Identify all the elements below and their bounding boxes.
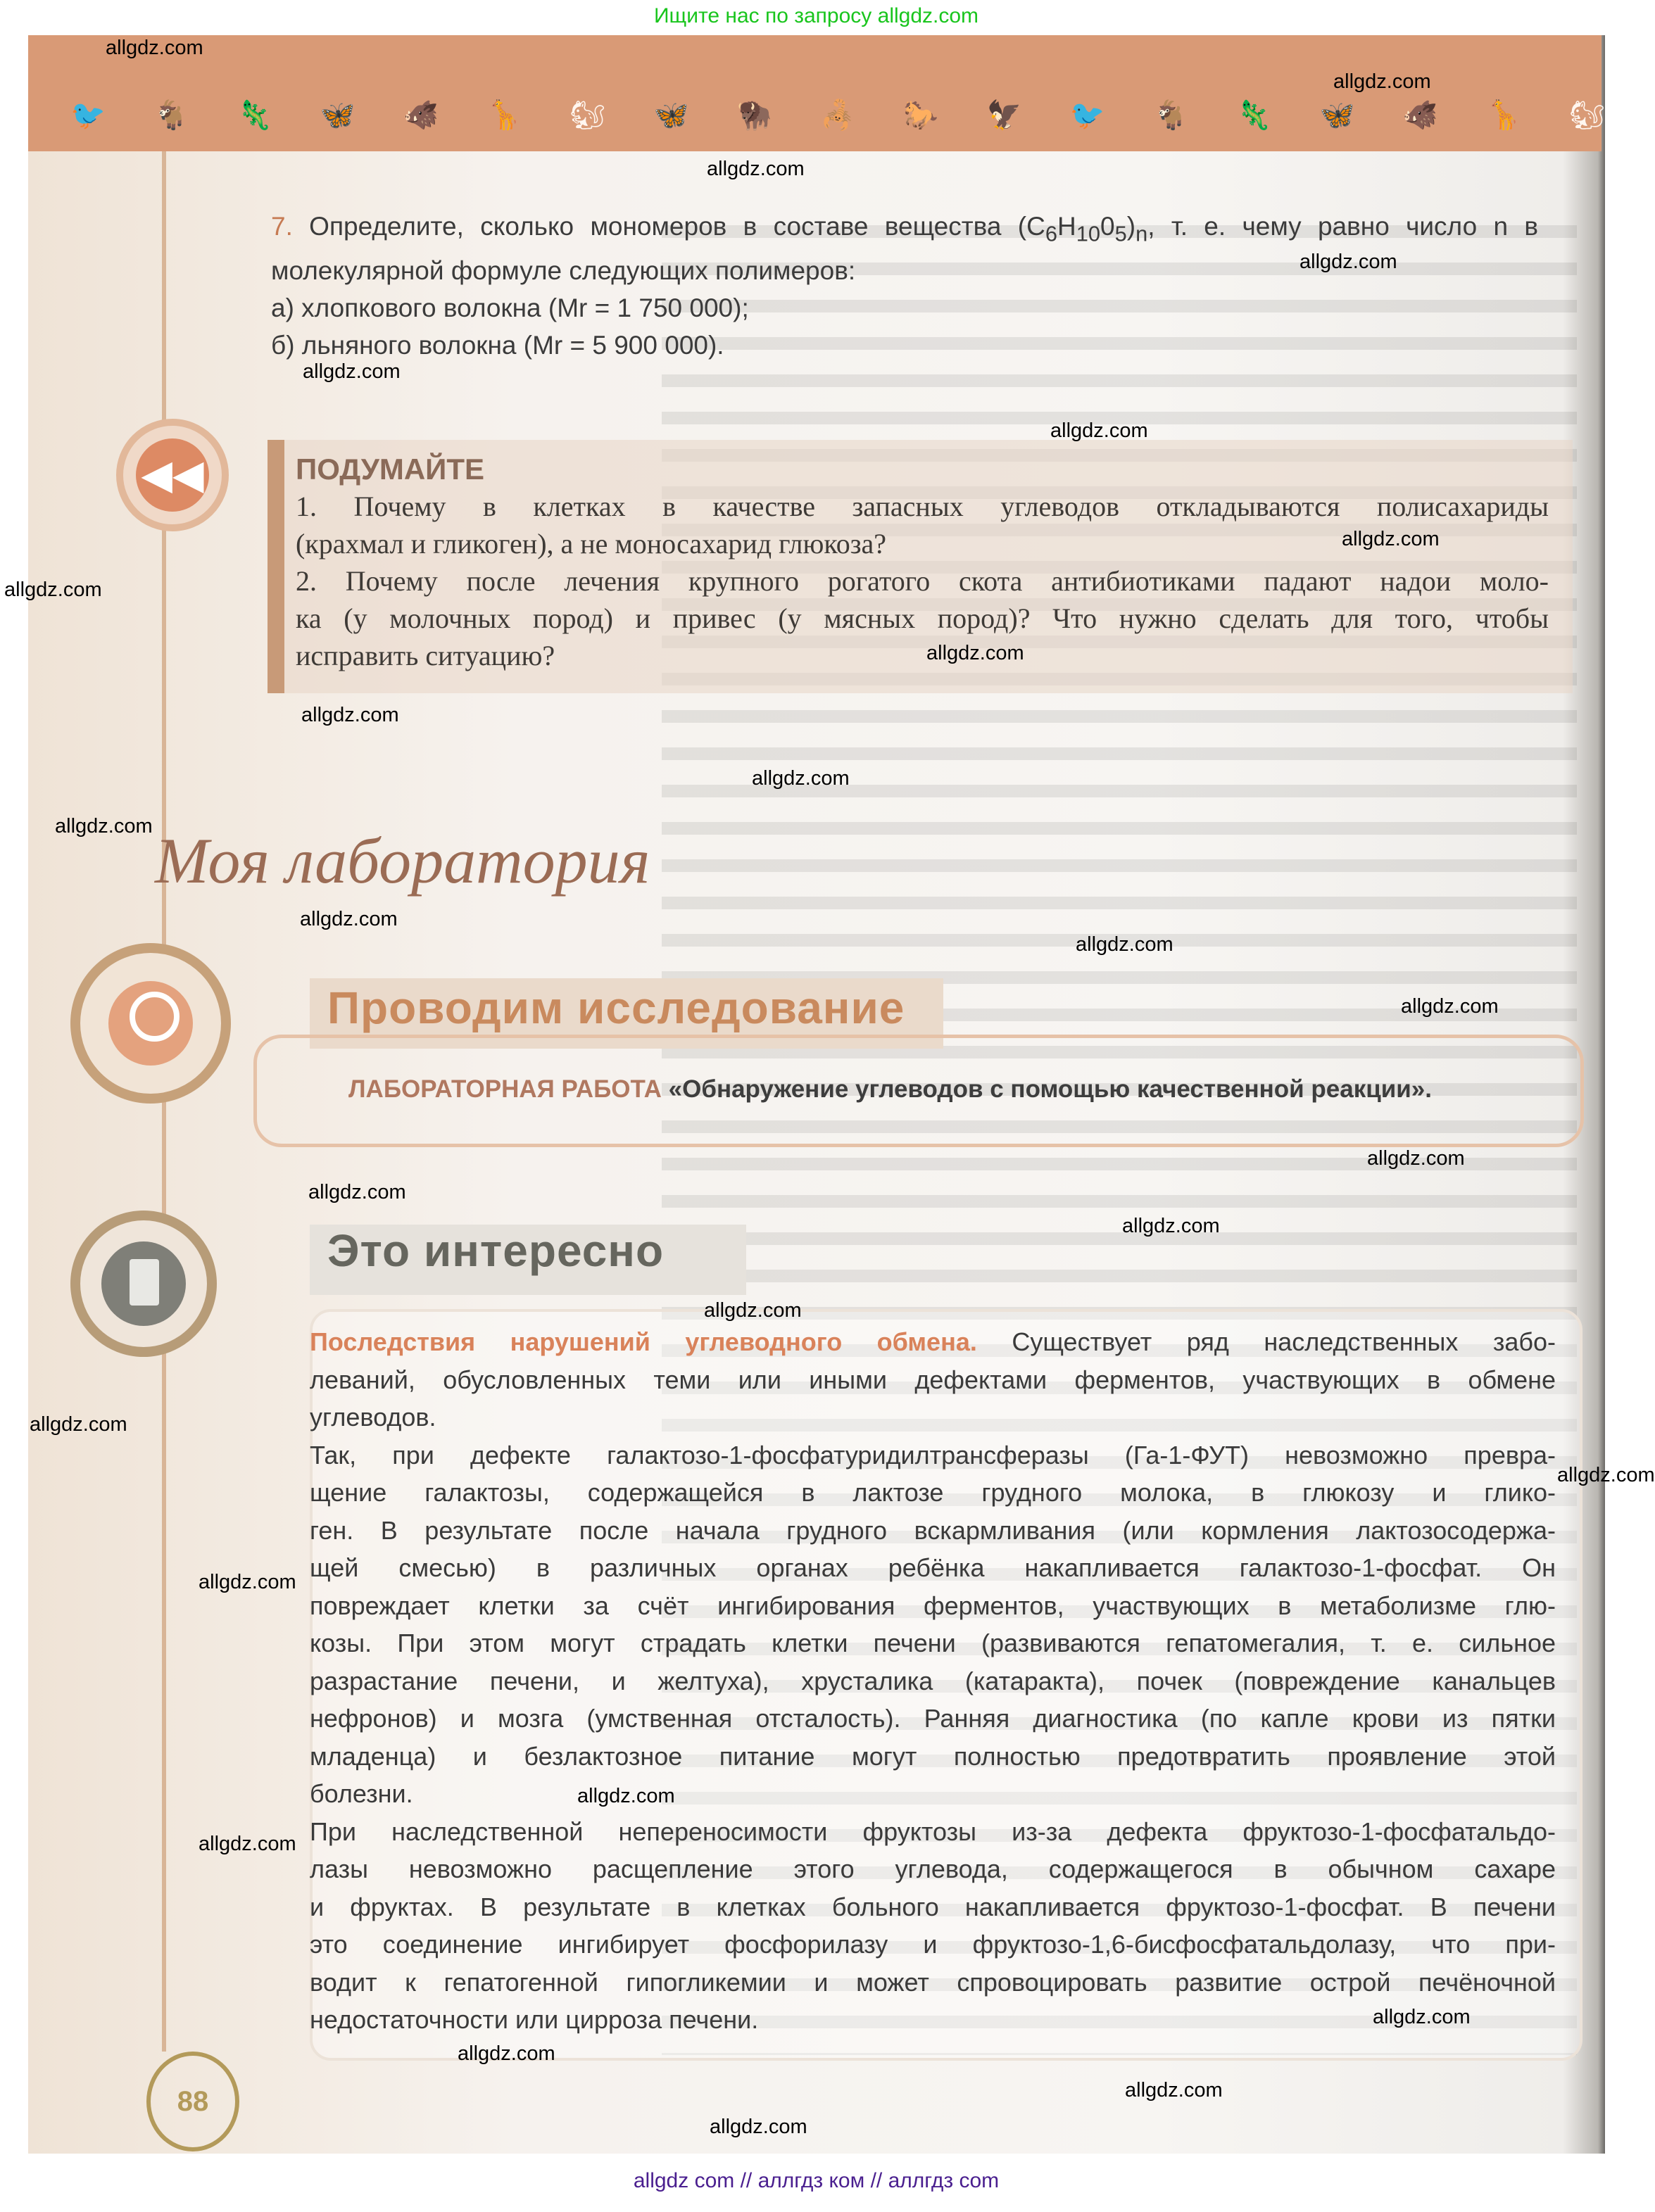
text-line: лазы невозможно расщепление этого углевода, содержащегося в обычном сахаре bbox=[310, 1854, 1556, 1883]
watermark: allgdz.com bbox=[303, 360, 401, 383]
subscript: n bbox=[1135, 221, 1148, 246]
lab-work-name: «Обнаружение углеводов с помощью качественной реакции». bbox=[668, 1075, 1432, 1103]
watermark: allgdz.com bbox=[1342, 528, 1440, 550]
research-heading: Проводим исследование bbox=[327, 982, 905, 1033]
text-line: леваний, обусловленных теми или иными дефектами ферментов, участвующих в обмене bbox=[310, 1365, 1556, 1394]
think-line: 2. Почему после лечения крупного рогатого скота антибиотиками падают надои моло- bbox=[296, 565, 1549, 597]
text-line: козы. При этом могут страдать клетки печени (развиваются гепатомегалия, т. е. сильное bbox=[310, 1629, 1556, 1657]
lab-work-label: ЛАБОРАТОРНАЯ РАБОТА bbox=[348, 1075, 662, 1103]
document-icon bbox=[70, 1211, 217, 1357]
task-7 bbox=[271, 208, 1538, 364]
text-line: недостаточности или цирроза печени. bbox=[310, 2005, 759, 2034]
text-line: углеводов. bbox=[310, 1403, 436, 1432]
task-number: 7. bbox=[271, 212, 293, 241]
section-title: Моя лаборатория bbox=[155, 825, 650, 897]
watermark: allgdz.com bbox=[199, 1833, 296, 1855]
subscript: 6 bbox=[1045, 221, 1058, 246]
watermark: allgdz.com bbox=[752, 767, 850, 790]
text-line: щей смесью) в различных органах ребёнка накапливается галактозо-1-фосфат. Он bbox=[310, 1553, 1556, 1582]
watermark: allgdz.com bbox=[707, 158, 805, 180]
watermark: allgdz.com bbox=[1125, 2079, 1223, 2102]
watermark: allgdz.com bbox=[458, 2042, 555, 2065]
rewind-icon: ◀◀ bbox=[116, 419, 229, 531]
interesting-text bbox=[310, 1323, 1556, 2039]
task-item-a: а) хлопкового волокна (Mr = 1 750 000); bbox=[271, 293, 749, 323]
task-text: Определите, сколько мономеров в составе вещества (C bbox=[309, 212, 1045, 241]
watermark: allgdz.com bbox=[1373, 2006, 1471, 2028]
text-line: Существует ряд наследственных забо- bbox=[976, 1327, 1556, 1356]
magnifier-icon bbox=[70, 943, 231, 1104]
text-line: При наследственной непереносимости фруктозы из-за дефекта фруктозо-1-фосфатальдо- bbox=[310, 1816, 1556, 1846]
watermark: allgdz.com bbox=[577, 1785, 675, 1807]
watermark: allgdz.com bbox=[300, 908, 398, 930]
interesting-heading: Это интересно bbox=[327, 1225, 665, 1276]
task-item-b: б) льняного волокна (Mr = 5 900 000). bbox=[271, 331, 724, 360]
formula-part: H bbox=[1057, 212, 1076, 241]
text-line: повреждает клетки за счёт ингибирования ферментов, участвующих в метаболизме глю- bbox=[310, 1591, 1556, 1620]
text-line: Так, при дефекте галактозо-1-фосфатуридилтрансферазы (Га-1-ФУТ) невозможно превра- bbox=[310, 1440, 1556, 1470]
text-line: болезни. bbox=[310, 1779, 413, 1808]
watermark: allgdz.com bbox=[1076, 933, 1173, 956]
watermark: allgdz.com bbox=[308, 1181, 406, 1203]
watermark: allgdz.com bbox=[301, 704, 399, 726]
task-text: молекулярной формуле следующих полимеров: bbox=[271, 256, 856, 286]
subscript: 5 bbox=[1114, 221, 1127, 246]
animal-silhouettes-icon: 🐦 🐐 🦎 🦋 🐗 🦒 🐿 🦋 🦬 🦂 🐎 🦅 🐦 🐐 🦎 🦋 🐗 🦒 🐿 bbox=[70, 100, 1605, 131]
text-line: щение галактозы, содержащейся в лактозе грудного молока, в глюкозу и глико- bbox=[310, 1478, 1556, 1507]
text-line: и фруктах. В результате в клетках больного накапливается фруктозо-1-фосфат. В печени bbox=[310, 1892, 1556, 1921]
text-line: ген. В результате после начала грудного вскармливания (или кормления лактозосодержа- bbox=[310, 1515, 1556, 1545]
text-line: это соединение ингибирует фосфорилазу и фруктозо-1,6-бисфосфатальдолазу, что при- bbox=[310, 1930, 1556, 1959]
watermark: allgdz.com bbox=[1050, 419, 1148, 442]
text-line: водит к гепатогенной гипогликемии и может спровоцировать развитие острой печёночной bbox=[310, 1967, 1556, 1997]
think-box bbox=[268, 440, 1573, 693]
task-text: , т. е. чему равно число n в bbox=[1147, 212, 1538, 241]
lab-work bbox=[348, 1075, 1432, 1104]
think-line: ка (у молочных пород) и привес (у мясных пород)? Что нужно сделать для того, чтобы bbox=[296, 602, 1549, 634]
watermark: allgdz.com bbox=[199, 1571, 296, 1593]
site-banner[interactable]: Ищите нас по запросу allgdz.com bbox=[653, 4, 979, 27]
watermark: allgdz.com bbox=[55, 815, 153, 838]
lead-phrase: Последствия нарушений углеводного обмена. bbox=[310, 1327, 977, 1356]
text-line: разрастание печени, и желтуха), хрусталика (катаракта), почек (повреждение канальцев bbox=[310, 1666, 1556, 1695]
watermark: allgdz.com bbox=[710, 2116, 807, 2138]
watermark: allgdz.com bbox=[30, 1413, 127, 1436]
watermark: allgdz.com bbox=[1333, 70, 1431, 93]
page-number: 88 bbox=[146, 2052, 239, 2151]
think-line: (крахмал и гликоген), а не моносахарид глюкоза? bbox=[296, 528, 887, 560]
subscript: 10 bbox=[1076, 221, 1101, 246]
footer-links[interactable]: allgdz com // аллгдз ком // аллгдз com bbox=[633, 2169, 1000, 2192]
formula-part: ) bbox=[1126, 212, 1136, 241]
watermark: allgdz.com bbox=[106, 37, 203, 59]
watermark: allgdz.com bbox=[1300, 251, 1397, 273]
think-line: 1. Почему в клетках в качестве запасных углеводов откладываются полисахариды bbox=[296, 491, 1549, 522]
text-line: младенца) и безлактозное питание могут полностью предотвратить проявление этой bbox=[310, 1741, 1556, 1771]
watermark: allgdz.com bbox=[1122, 1215, 1220, 1237]
watermark: allgdz.com bbox=[926, 642, 1024, 664]
watermark: allgdz.com bbox=[4, 579, 102, 601]
watermark: allgdz.com bbox=[704, 1299, 802, 1322]
text-line: нефронов) и мозга (умственная отсталость). Ранняя диагностика (по капле крови из пятки bbox=[310, 1704, 1556, 1733]
think-heading: ПОДУМАЙТЕ bbox=[296, 453, 485, 486]
watermark: allgdz.com bbox=[1401, 995, 1499, 1018]
formula-part: 0 bbox=[1100, 212, 1115, 241]
watermark: allgdz.com bbox=[1367, 1147, 1465, 1170]
think-line: исправить ситуацию? bbox=[296, 640, 555, 671]
watermark: allgdz.com bbox=[1557, 1464, 1655, 1486]
